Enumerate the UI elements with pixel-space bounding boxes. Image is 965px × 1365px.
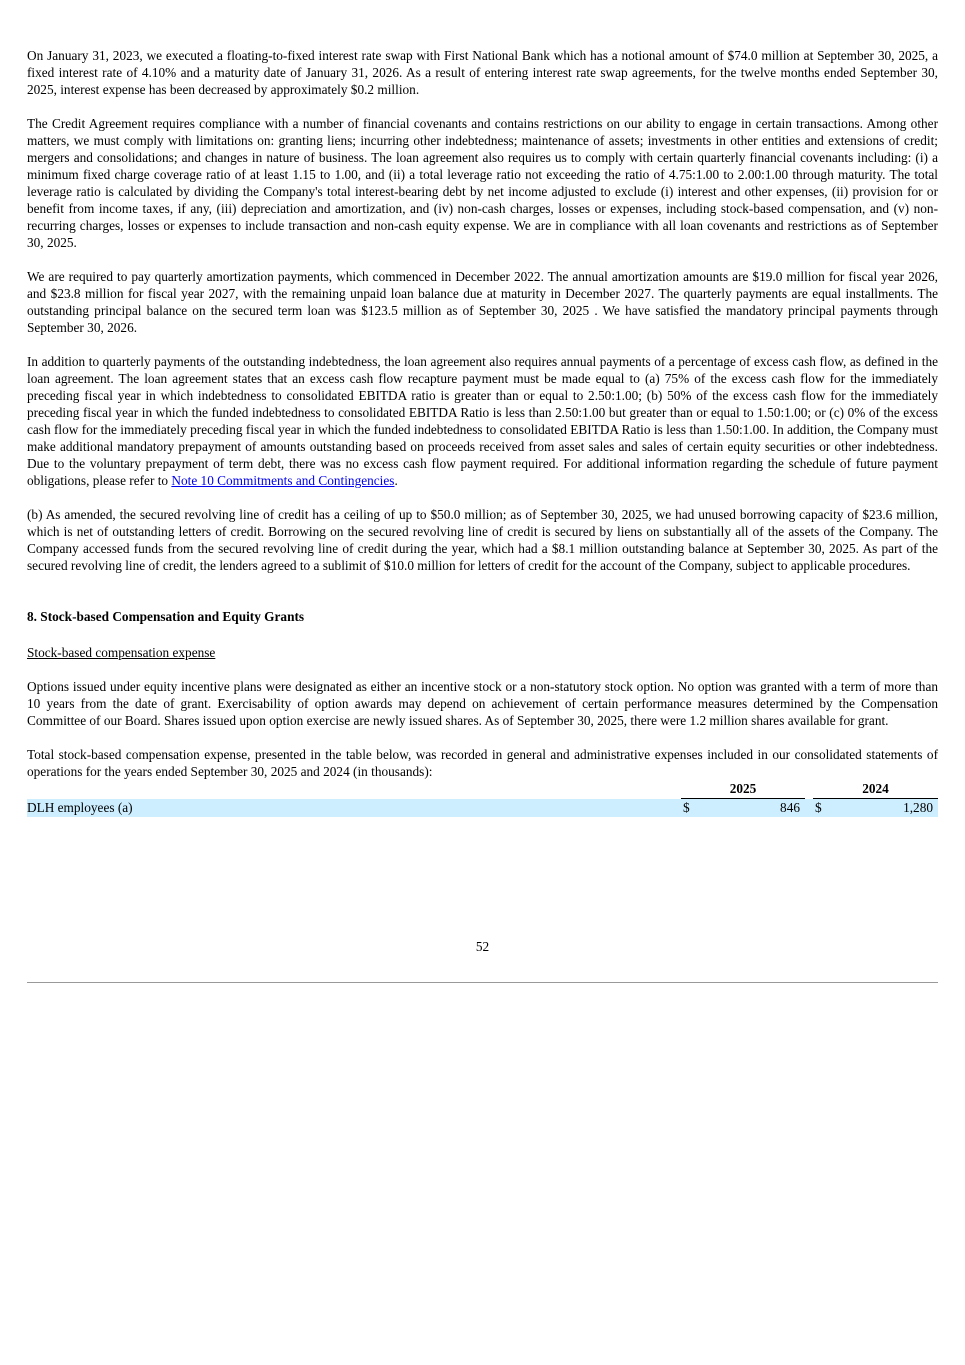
excess-cash-flow-text: In addition to quarterly payments of the outstanding indebtedness, the loan agreement also requires annual payments of a percentage of excess cash flow, as defined in the loan agreement. The loan agreement states that an excess cash flow recapture payment must be made equal to (a) 75% of the excess cash flow for the immediately preceding fiscal year in which indebtedness to consolidated EBITDA ratio is greater than or equal to 2.50:1.00; (b) 50% of the excess cash flow for the immediately preceding fiscal year in which the funded indebtedness to consolidated EBITDA Ratio is less than 2.50:1.00 but greater than or equal to 1.50:1.00; or (c) 0% of the excess cash flow for the immediately preceding fiscal year in which the funded indebtedness to consolidated EBITDA Ratio is less than 1.50:1.00. In addition, the Company must make additional mandatory prepayment of amounts outstanding based on proceeds received from asset sales and sales of certain equity securities or other indebtedness. Due to the voluntary prepayment of term debt, there was no excess cash flow payment required. For additional information regarding the schedule of future payment obligations, please refer to [27, 354, 938, 488]
section-heading: 8. Stock-based Compensation and Equity Grants [27, 609, 305, 624]
table-header-row [27, 780, 938, 799]
currency-2024: $ [813, 799, 828, 818]
table-row [27, 799, 938, 818]
covenants-paragraph: The Credit Agreement requires compliance with a number of financial covenants and contains restrictions on our ability to engage in certain transactions. Among other matters, we must comply with limitations on: granting liens; incurring other indebtedness; maintenance of assets; investments in other entities and extensions of credit; mergers and consolidations; and changes in nature of business. The loan agreement also requires us to comply with certain quarterly financial covenants including: (i) a minimum fixed charge coverage ratio of at least 1.15 to 1.00, and (ii) a total leverage ratio not exceeding the ratio of 4.75:1.00 to 2.00:1.00 through maturity. The total leverage ratio is calculated by dividing the Company's total interest-bearing debt by net income adjusted to exclude (i) interest and other expenses, (ii) provision for or benefit from income taxes, if any, (iii) depreciation and amortization, and (iv) non-cash charges, losses or expenses, including stock-based compensation, and (v) non-recurring charges, losses or expenses to include transaction and non-cash equity expense. We are in compliance with all loan covenants and restrictions as of September 30, 2025. [27, 116, 938, 250]
note-10-link[interactable]: Note 10 Commitments and Contingencies [171, 473, 395, 488]
revolving-credit-paragraph: (b) As amended, the secured revolving line of credit has a ceiling of up to $50.0 million; as of September 30, 2025, we had unused borrowing capacity of $23.6 million, which is net of outstanding letters of credit. Borrowing on the secured revolving line of credit is secured by liens on substantially all of the assets of the Company. The Company accessed funds from the secured revolving line of credit during the year, which had a $8.1 million outstanding balance at September 30, 2025. As part of the secured revolving line of credit, the lenders agreed to a sublimit of $10.0 million for letters of credit for the account of the Company, subject to applicable procedures. [27, 507, 938, 573]
value-2025: 846 [696, 799, 805, 818]
document-page [27, 47, 938, 817]
header-2025: 2025 [681, 780, 805, 799]
page-number: 52 [475, 939, 490, 954]
currency-2025: $ [681, 799, 696, 818]
compensation-table [27, 780, 938, 817]
excess-cash-flow-paragraph [27, 353, 938, 489]
swap-paragraph: On January 31, 2023, we executed a floating-to-fixed interest rate swap with First National Bank which has a notional amount of $74.0 million at September 30, 2025, a fixed interest rate of 4.10% and a maturity date of January 31, 2026. As a result of entering interest rate swap agreements, for the twelve months ended September 30, 2025, interest expense has been decreased by approximately $0.2 million. [27, 48, 938, 97]
value-2024: 1,280 [828, 799, 938, 818]
row-label: DLH employees (a) [27, 799, 681, 818]
options-paragraph: Options issued under equity incentive plans were designated as either an incentive stock or a non-statutory stock option. No option was granted with a term of more than 10 years from the date of grant. Exercisability of option awards may depend on achievement of certain performance measures determined by the Compensation Committee of our Board. Shares issued upon option exercise are newly issued shares. As of September 30, 2025, there were 1.2 million shares available for grant. [27, 679, 938, 728]
header-2024: 2024 [813, 780, 938, 799]
excess-cash-flow-end: . [394, 473, 398, 488]
sub-heading: Stock-based compensation expense [27, 645, 216, 660]
expense-paragraph: Total stock-based compensation expense, presented in the table below, was recorded in general and administrative expenses included in our consolidated statements of operations for the years ended September 30, 2025 and 2024 (in thousands): [27, 747, 938, 779]
page-divider [27, 982, 938, 983]
amortization-paragraph: We are required to pay quarterly amortization payments, which commenced in December 2022. The annual amortization amounts are $19.0 million for fiscal year 2026, and $23.8 million for fiscal year 2027, with the remaining unpaid loan balance due at maturity in December 2027. The quarterly payments are equal installments. The outstanding principal balance on the secured term loan was $123.5 million as of September 30, 2025 . We have satisfied the mandatory principal payments through September 30, 2026. [27, 269, 938, 335]
